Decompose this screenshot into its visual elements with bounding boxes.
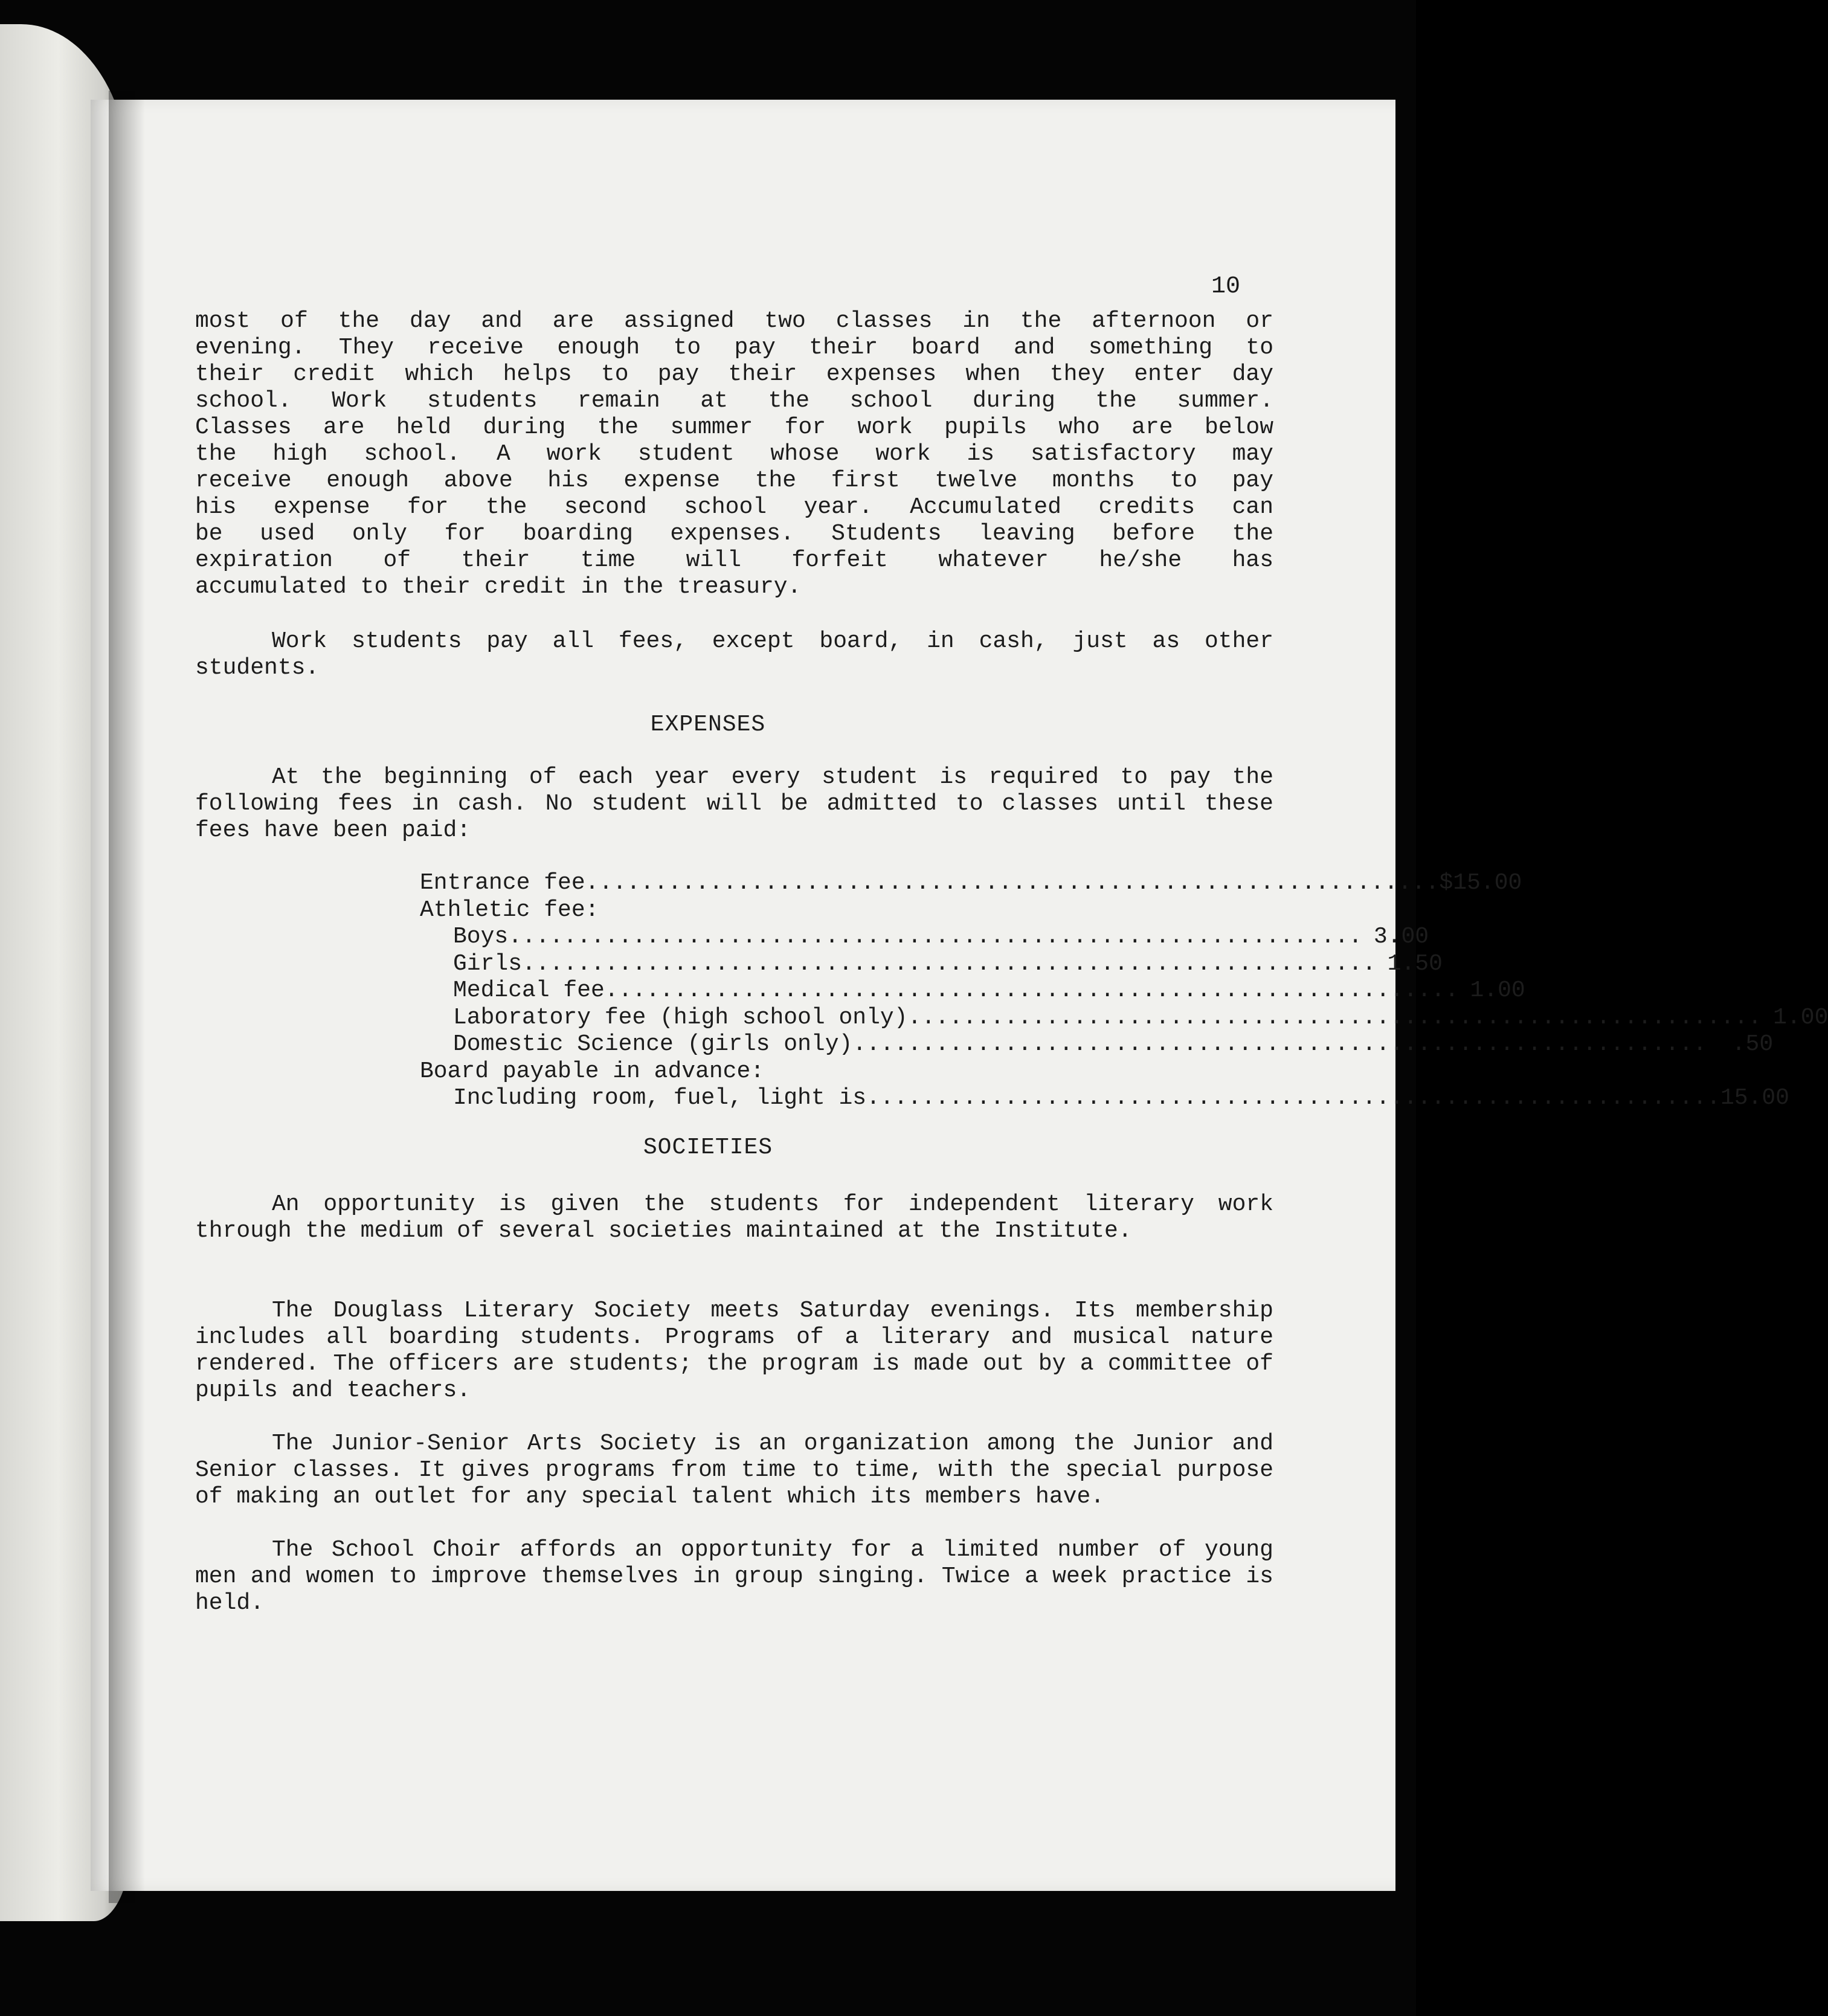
gutter-shadow (109, 91, 145, 1903)
fee-row-domestic-science (420, 1031, 1774, 1058)
paragraph-work-students-fees: Work students pay all fees, except board, in cash, just as other students. (195, 628, 1273, 681)
fee-row-board-including (420, 1085, 1789, 1112)
fee-amount: .50 (1731, 1031, 1774, 1057)
fee-label: Laboratory fee (high school only) (453, 1004, 908, 1031)
leader-dots: .............................................................. (866, 1085, 1720, 1111)
paragraph-junior-senior-society: The Junior-Senior Arts Society is an organization among the Junior and Senior classes. It gives programs from time to time, with the special purpose of making an outlet for any special talent which its members have. (195, 1431, 1273, 1510)
fee-amount: 1.00 (1470, 977, 1525, 1003)
fee-row-girls (420, 950, 1443, 978)
heading-societies: SOCIETIES (643, 1135, 773, 1161)
leader-dots: .............................................................. (508, 924, 1363, 950)
text-line: his expense for the second school year. Accumulated credits can (195, 494, 1273, 520)
fee-row-boys (420, 924, 1429, 951)
fee-amount: 3.00 (1373, 924, 1429, 950)
leader-dots: .............................................................. (522, 950, 1376, 977)
fee-row-entrance (420, 870, 1522, 897)
fee-label: Boys (453, 924, 509, 950)
leader-dots: .............................................................. (585, 870, 1440, 896)
fee-amount: 15.00 (1720, 1085, 1789, 1111)
fee-amount: 1.50 (1387, 950, 1443, 977)
leader-dots: .............................................................. (907, 1004, 1762, 1031)
page-number: 10 (1211, 273, 1241, 300)
fee-label: Including room, fuel, light is (453, 1085, 867, 1111)
leader-dots: .............................................................. (604, 977, 1459, 1003)
paragraph-societies-intro: An opportunity is given the students for independent literary work through the medium of several societies maintained at the Institute. (195, 1191, 1273, 1244)
fee-amount: 1.00 (1773, 1004, 1828, 1031)
text-line: most of the day and are assigned two classes in the afternoon or (195, 308, 1273, 334)
fee-label: Entrance fee (420, 870, 585, 896)
fee-label: Domestic Science (girls only) (453, 1031, 853, 1057)
fee-heading-board: Board payable in advance: (420, 1058, 765, 1084)
fee-label: Medical fee (453, 977, 605, 1003)
text-line: the high school. A work student whose work is satisfactory may (195, 441, 1273, 467)
fee-row-medical (420, 977, 1525, 1005)
fee-table (420, 870, 1828, 1112)
paragraph-school-choir: The School Choir affords an opportunity for a limited number of young men and women to improve themselves in group singing. Twice a week practice is held. (195, 1537, 1273, 1616)
text-line: their credit which helps to pay their expenses when they enter day (195, 361, 1273, 387)
text-line: school. Work students remain at the school during the summer. (195, 388, 1273, 414)
text-line: receive enough above his expense the first twelve months to pay (195, 468, 1273, 494)
paragraph-expenses-intro: At the beginning of each year every student is required to pay the following fees in cash. No student will be admitted to classes until these fees have been paid: (195, 764, 1273, 843)
fee-label: Girls (453, 950, 523, 977)
fee-row-laboratory (420, 1004, 1828, 1032)
fee-heading-athletic: Athletic fee: (420, 897, 599, 923)
heading-expenses: EXPENSES (650, 712, 766, 738)
fee-amount: $15.00 (1439, 870, 1522, 896)
text-line: be used only for boarding expenses. Students leaving before the (195, 521, 1273, 547)
text-line: evening. They receive enough to pay their board and something to (195, 335, 1273, 361)
text-line: expiration of their time will forfeit whatever he/she has (195, 547, 1273, 573)
leader-dots: .............................................................. (852, 1031, 1707, 1057)
text-line: Classes are held during the summer for work pupils who are below (195, 414, 1273, 440)
paragraph-douglass-society: The Douglass Literary Society meets Saturday evenings. Its membership includes all boarding students. Programs of a literary and musical nature rendered. The officers are students; the program is made out by a committee of pupils and teachers. (195, 1298, 1273, 1403)
text-line: accumulated to their credit in the treasury. (195, 574, 802, 600)
